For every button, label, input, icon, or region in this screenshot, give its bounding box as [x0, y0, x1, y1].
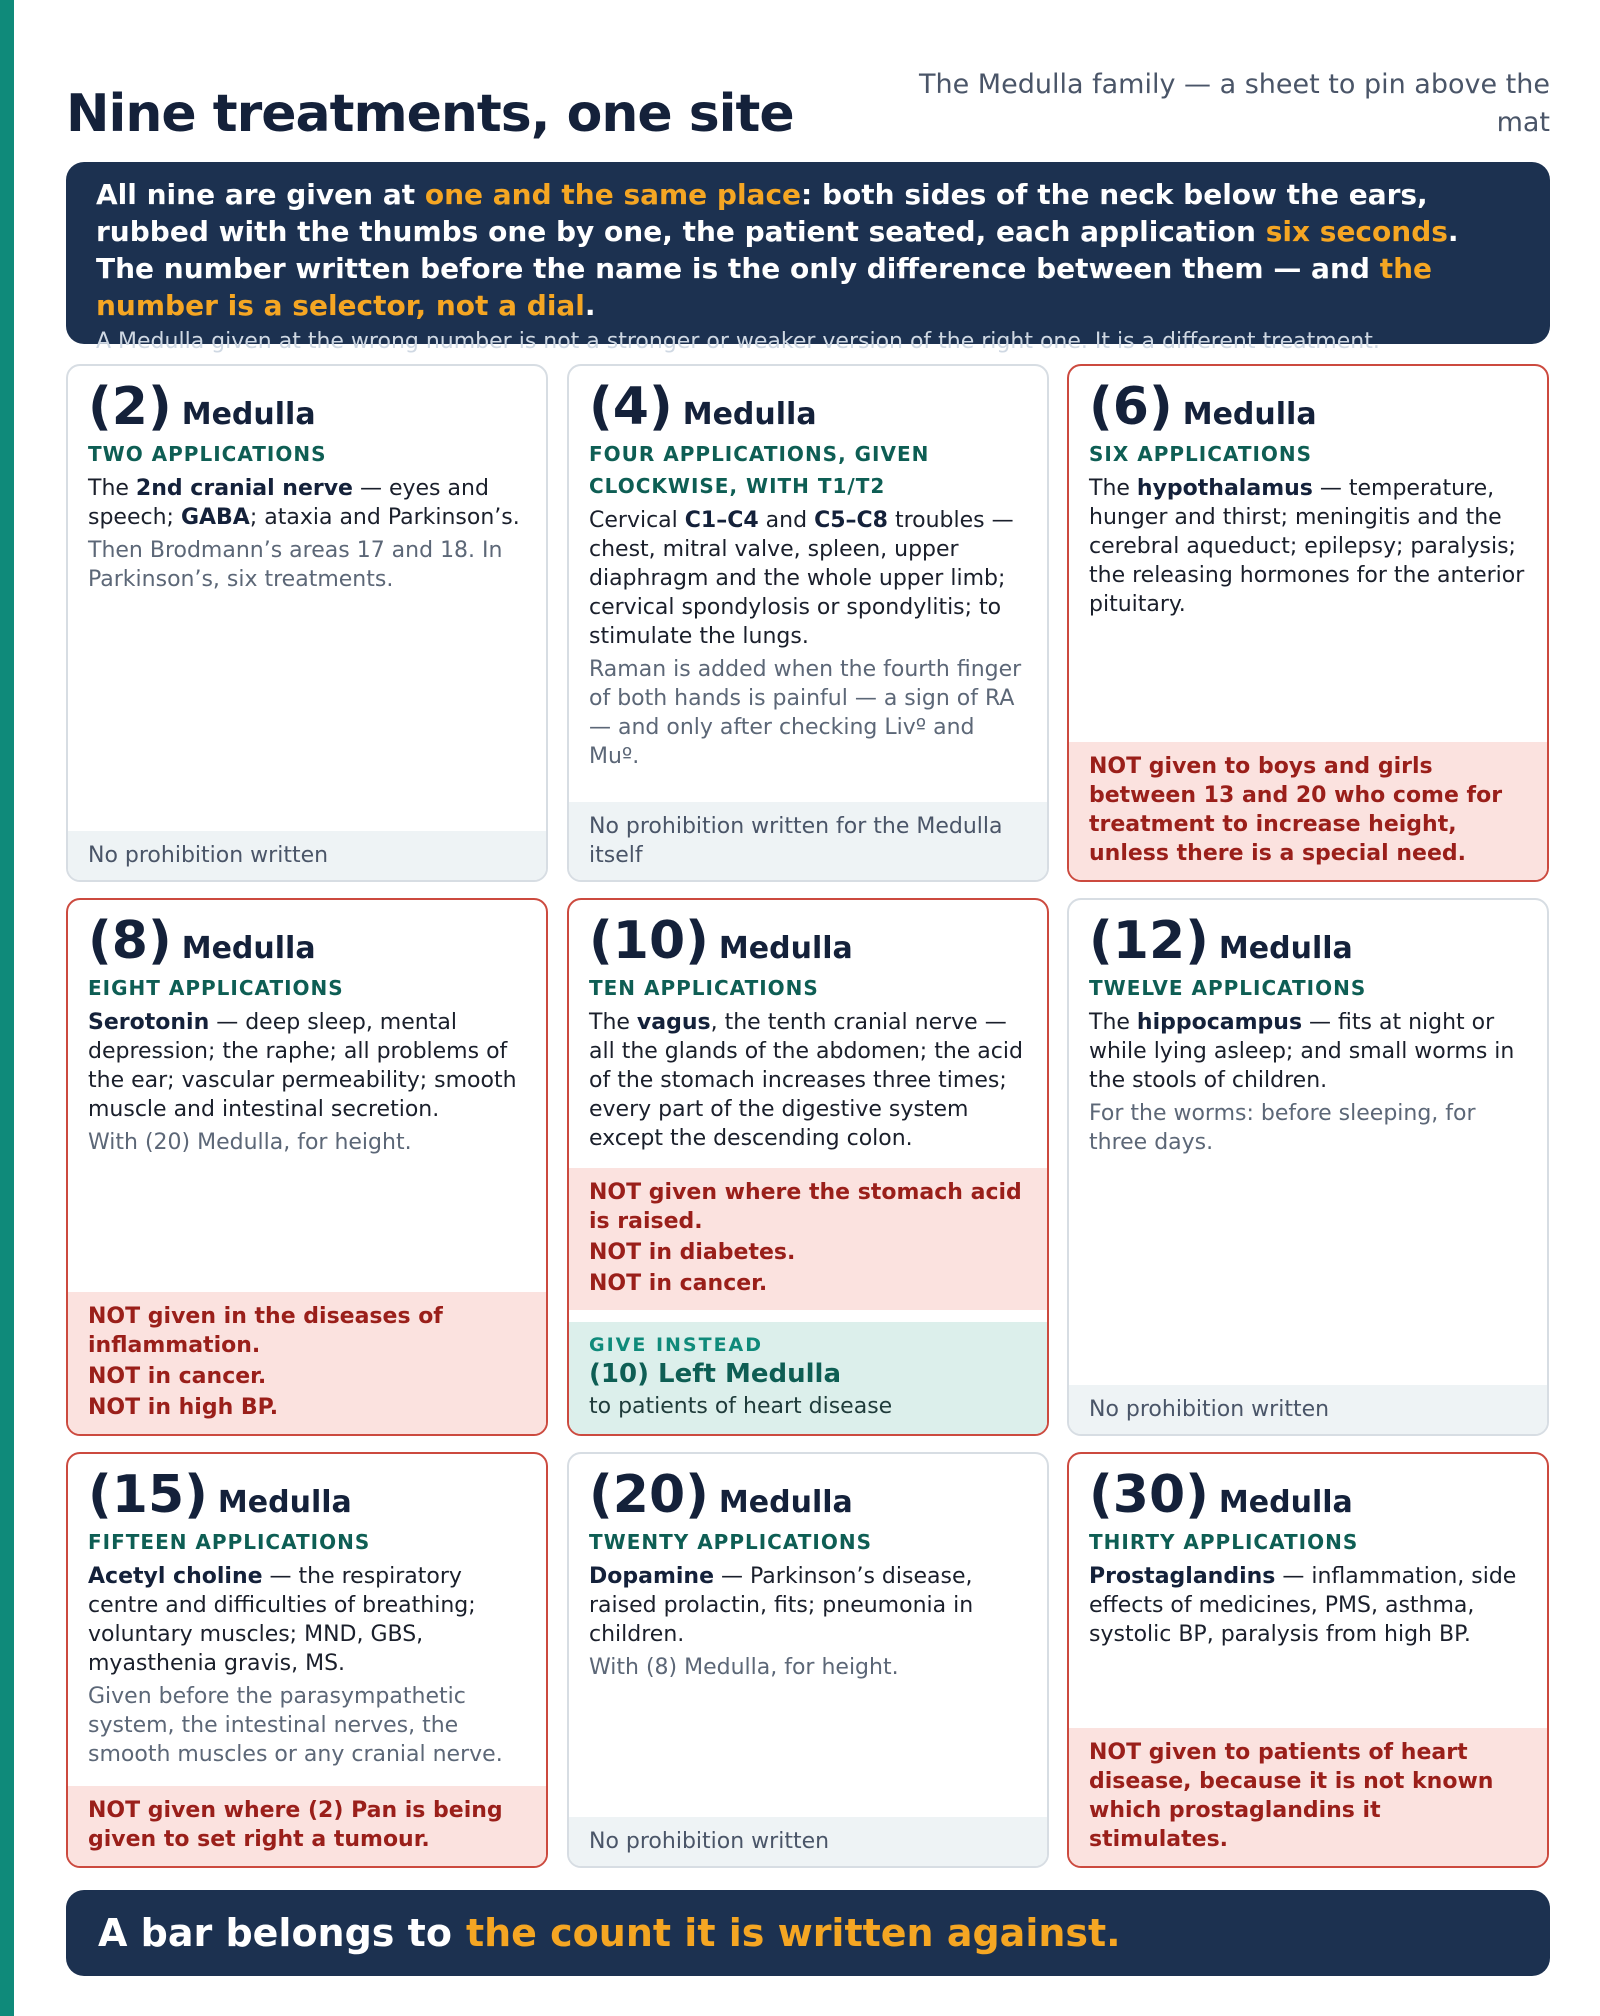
card-description: [1069, 470, 1547, 619]
card-note: For the worms: before sleeping, for three days.: [1089, 1101, 1476, 1155]
prohibition-box: [1069, 742, 1547, 880]
treatment-number: (12): [1089, 911, 1209, 971]
treatment-card: [66, 1452, 548, 1868]
card-description: [1069, 1558, 1547, 1649]
description-text: , the tenth cranial nerve — all the glands of the abdomen; the acid of the stomach increases three times; every part of the digestive system except the descending colon.: [589, 1010, 1023, 1151]
footer-text: A bar belongs to: [98, 1911, 452, 1955]
treatment-name: Medulla: [181, 931, 316, 966]
prohibition-line: NOT given where (2) Pan is being given to set right a tumour.: [88, 1798, 503, 1852]
card-note: Raman is added when the fourth finger of both hands is painful — a sign of RA — and only after checking Livº and Muº.: [589, 657, 1022, 769]
treatment-name: Medulla: [1182, 397, 1317, 432]
key-term: hypothalamus: [1136, 476, 1313, 501]
treatment-card: [567, 898, 1049, 1436]
footer-highlight: the count it is written against.: [465, 1911, 1121, 1955]
application-count: THIRTY APPLICATIONS: [1089, 1530, 1359, 1554]
card-heading: [68, 366, 546, 438]
key-term: hippocampus: [1136, 1010, 1303, 1035]
treatment-card: [567, 364, 1049, 882]
description-text: The: [589, 1010, 637, 1035]
treatment-name: Medulla: [1218, 1485, 1353, 1520]
card-note: Given before the parasympathetic system, the intestinal nerves, the smooth muscles or any cranial nerve.: [88, 1684, 503, 1767]
treatment-name: Medulla: [682, 397, 817, 432]
application-count: FOUR APPLICATIONS, GIVEN CLOCKWISE, WITH T1/T2: [589, 442, 930, 498]
prohibition-line: NOT in high BP.: [88, 1395, 279, 1420]
description-text: — the respiratory centre and difficulties of breathing; voluntary muscles; MND, GBS, myasthenia gravis, MS.: [88, 1564, 476, 1676]
description-text: ; ataxia and Parkinson’s.: [249, 505, 520, 530]
give-instead-label: GIVE INSTEAD: [589, 1334, 764, 1356]
treatment-name: Medulla: [718, 931, 853, 966]
card-heading: [569, 900, 1047, 972]
give-instead-box: [569, 1322, 1047, 1434]
banner-highlight-1: one and the same place: [424, 178, 802, 211]
banner-text-2: : both sides of the neck below the ears, rubbed with the thumbs one by one, the patient seated, each application: [96, 178, 1428, 248]
treatment-number: (6): [1089, 377, 1173, 437]
card-description: [569, 1558, 1047, 1649]
application-count: TWELVE APPLICATIONS: [1089, 976, 1367, 1000]
prohibition-line: NOT given to patients of heart disease, because it is not known which prostaglandins it stimulates.: [1089, 1740, 1494, 1852]
card-heading: [68, 900, 546, 972]
card-heading: [68, 1454, 546, 1526]
treatment-name: Medulla: [181, 397, 316, 432]
prohibition-line: NOT given to boys and girls between 13 and 20 who come for treatment to increase height, unless there is a special need.: [1089, 754, 1503, 866]
treatment-number: (4): [589, 377, 673, 437]
give-instead-title: (10) Left Medulla: [589, 1359, 841, 1389]
card-heading: [569, 366, 1047, 438]
card-description: [68, 470, 546, 532]
application-count: FIFTEEN APPLICATIONS: [88, 1530, 371, 1554]
card-heading: [569, 1454, 1047, 1526]
treatment-card: [1067, 1452, 1549, 1868]
description-text: — temperature, hunger and thirst; meningitis and the cerebral aqueduct; epilepsy; paralysis; the releasing hormones for the anterior pituitary.: [1089, 476, 1525, 617]
key-term: C5–C8: [814, 508, 888, 533]
prohibition-line: NOT in cancer.: [589, 1271, 768, 1296]
card-note: With (8) Medulla, for height.: [589, 1655, 899, 1680]
treatment-number: (10): [589, 911, 709, 971]
card-note: Then Brodmann’s areas 17 and 18. In Parkinson’s, six treatments.: [88, 538, 503, 592]
key-term: C1–C4: [684, 508, 759, 533]
card-heading: [1069, 1454, 1547, 1526]
card-description: [68, 1558, 546, 1678]
banner-highlight-3: the number is a selector, not a dial: [96, 252, 1432, 322]
application-count: TWO APPLICATIONS: [88, 442, 327, 466]
description-text: — deep sleep, mental depression; the raphe; all problems of the ear; vascular permeability; smooth muscle and intestinal secretion.: [88, 1010, 517, 1122]
intro-banner: [66, 162, 1550, 354]
treatment-number: (2): [88, 377, 172, 437]
no-prohibition-note: No prohibition written for the Medulla itself: [569, 802, 1047, 880]
description-text: The: [1089, 476, 1137, 501]
card-description: [1069, 1004, 1547, 1095]
card-heading: [1069, 366, 1547, 438]
description-text: and: [758, 508, 815, 533]
description-text: — fits at night or while lying asleep; and small worms in the stools of children.: [1089, 1010, 1515, 1093]
footer-banner: [66, 1890, 1550, 1976]
treatment-card: [66, 898, 548, 1436]
treatment-card: [567, 1452, 1049, 1868]
page-subtitle: The Medulla family — a sheet to pin above the mat: [919, 69, 1550, 138]
key-term: Dopamine: [589, 1564, 715, 1589]
treatment-card: [1067, 364, 1549, 882]
banner-text-4: .: [584, 289, 596, 322]
prohibition-line: NOT given where the stomach acid is raised.: [589, 1180, 1022, 1234]
banner-text-3: . The number written before the name is the only difference between them — and: [96, 215, 1459, 285]
application-count: TWENTY APPLICATIONS: [589, 1530, 873, 1554]
treatment-name: Medulla: [217, 1485, 352, 1520]
key-term: Acetyl choline: [88, 1564, 263, 1589]
prohibition-box: [569, 1168, 1047, 1310]
card-description: [569, 502, 1047, 651]
left-edge-stripe: [0, 0, 14, 2016]
page-title: Nine treatments, one site: [66, 84, 794, 144]
treatment-number: (30): [1089, 1465, 1209, 1525]
card-heading: [1069, 900, 1547, 972]
no-prohibition-note: No prohibition written: [1069, 1385, 1547, 1434]
prohibition-box: [68, 1292, 546, 1434]
application-count: SIX APPLICATIONS: [1089, 442, 1313, 466]
banner-text-1: All nine are given at: [96, 178, 425, 211]
description-text: troubles — chest, mitral valve, spleen, upper diaphragm and the whole upper limb; cervical spondylosis or spondylitis; to stimulate the lungs.: [589, 508, 1014, 649]
key-term: vagus: [636, 1010, 711, 1035]
description-text: — Parkinson’s disease, raised prolactin, fits; pneumonia in children.: [589, 1564, 974, 1647]
card-note: With (20) Medulla, for height.: [88, 1130, 412, 1155]
application-count: TEN APPLICATIONS: [589, 976, 819, 1000]
treatment-number: (15): [88, 1465, 208, 1525]
prohibition-line: NOT in diabetes.: [589, 1240, 796, 1265]
treatment-name: Medulla: [718, 1485, 853, 1520]
prohibition-line: NOT given in the diseases of inflammation.: [88, 1304, 443, 1358]
card-description: [68, 1004, 546, 1124]
key-term: Prostaglandins: [1089, 1564, 1276, 1589]
treatment-number: (20): [589, 1465, 709, 1525]
description-text: — eyes and speech;: [88, 476, 489, 530]
give-instead-text: to patients of heart disease: [589, 1394, 893, 1419]
description-text: The: [1089, 1010, 1137, 1035]
no-prohibition-note: No prohibition written: [68, 831, 546, 880]
banner-main-text: [96, 176, 1520, 324]
prohibition-box: [68, 1786, 546, 1866]
banner-highlight-2: six seconds: [1265, 215, 1448, 248]
page-header: [66, 62, 1550, 152]
description-text: — inflammation, side effects of medicines, PMS, asthma, systolic BP, paralysis from high BP.: [1089, 1564, 1517, 1647]
no-prohibition-note: No prohibition written: [569, 1817, 1047, 1866]
key-term: GABA: [180, 505, 250, 530]
prohibition-line: NOT in cancer.: [88, 1364, 267, 1389]
description-text: The: [88, 476, 136, 501]
key-term: Serotonin: [88, 1010, 210, 1035]
description-text: Cervical: [589, 508, 685, 533]
key-term: 2nd cranial nerve: [135, 476, 353, 501]
treatment-card: [1067, 898, 1549, 1436]
banner-subtext: A Medulla given at the wrong number is not a stronger or weaker version of the right one. It is a different treatment.: [96, 329, 1380, 354]
treatment-number: (8): [88, 911, 172, 971]
prohibition-box: [1069, 1728, 1547, 1866]
treatment-name: Medulla: [1218, 931, 1353, 966]
card-description: [569, 1004, 1047, 1153]
treatment-card: [66, 364, 548, 882]
application-count: EIGHT APPLICATIONS: [88, 976, 344, 1000]
